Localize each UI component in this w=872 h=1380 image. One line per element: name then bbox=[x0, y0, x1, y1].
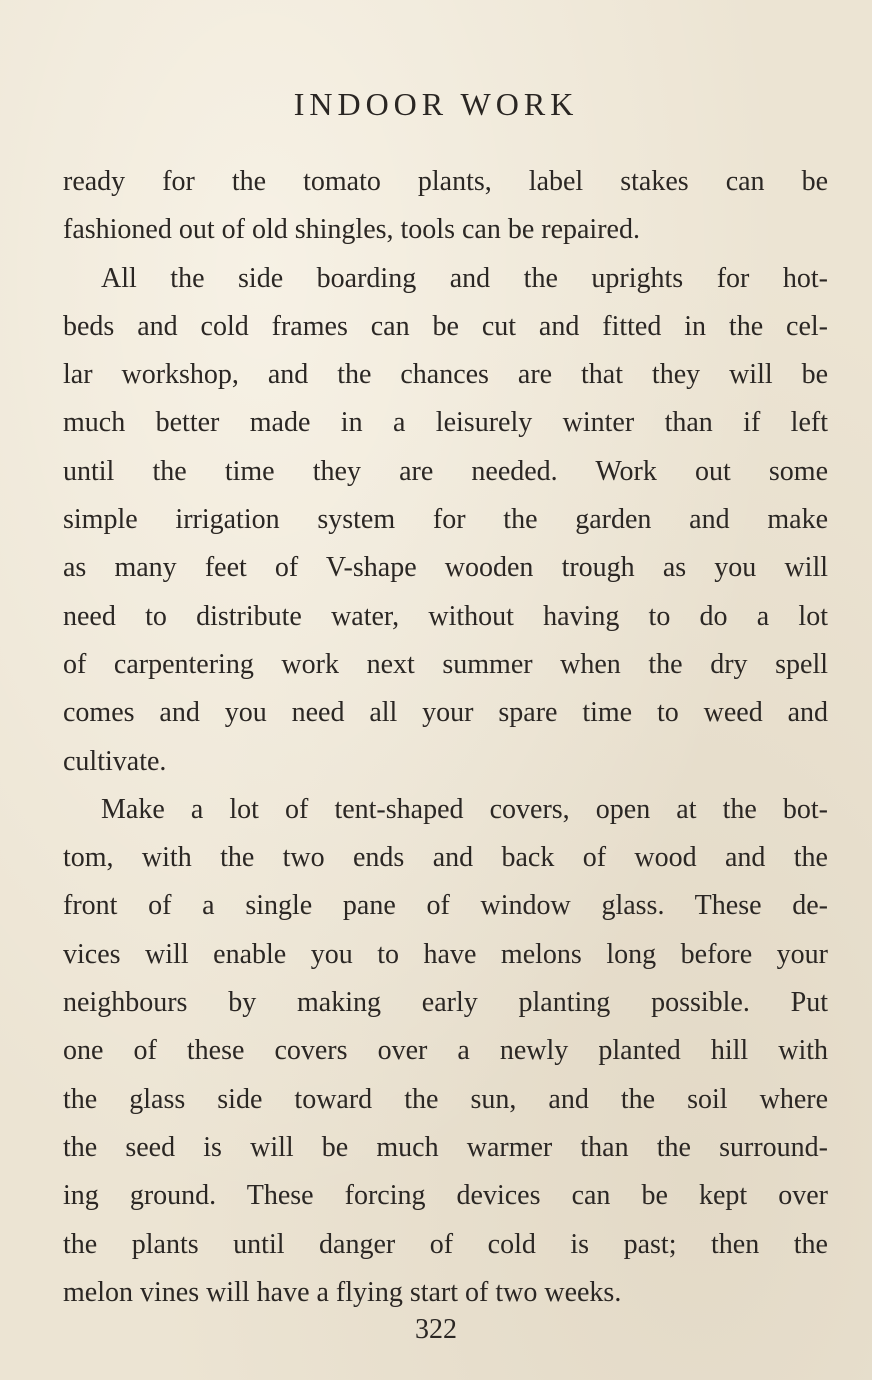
text-line: melon vines will have a flying start of two weeks. bbox=[63, 1276, 622, 1308]
text-line: need to distribute water, without having to do a lot bbox=[63, 600, 828, 632]
text-line: tom, with the two ends and back of wood and the bbox=[63, 842, 828, 874]
text-line: as many feet of V-shape wooden trough as you will bbox=[63, 552, 828, 584]
page-number: 322 bbox=[415, 1314, 457, 1345]
text-line: one of these covers over a newly planted hill with bbox=[63, 1035, 828, 1067]
text-line: lar workshop, and the chances are that they will be bbox=[63, 359, 828, 391]
text-line: until the time they are needed. Work out some bbox=[63, 455, 828, 487]
text-line: comes and you need all your spare time to weed and bbox=[63, 697, 828, 729]
body-text bbox=[63, 158, 828, 1317]
text-line: cultivate. bbox=[63, 745, 167, 777]
text-line: much better made in a leisurely winter than if left bbox=[63, 407, 828, 439]
text-line: All the side boarding and the uprights for hot- bbox=[101, 262, 828, 294]
text-line: neighbours by making early planting possible. Put bbox=[63, 987, 828, 1019]
text-line: ready for the tomato plants, label stakes can be bbox=[63, 166, 828, 197]
text-line: Make a lot of tent-shaped covers, open at the bot- bbox=[101, 793, 828, 825]
text-line: the seed is will be much warmer than the surround- bbox=[63, 1131, 828, 1163]
text-line: front of a single pane of window glass. These de- bbox=[63, 890, 828, 922]
text-line: vices will enable you to have melons long before your bbox=[63, 938, 828, 970]
text-line: simple irrigation system for the garden and make bbox=[63, 504, 828, 536]
text-line: fashioned out of old shingles, tools can be repaired. bbox=[63, 214, 640, 246]
text-line: the glass side toward the sun, and the soil where bbox=[63, 1083, 828, 1115]
text-line: ing ground. These forcing devices can be kept over bbox=[63, 1180, 828, 1212]
text-line: the plants until danger of cold is past; then the bbox=[63, 1228, 828, 1260]
text-line: of carpentering work next summer when the dry spell bbox=[63, 648, 828, 680]
text-line: beds and cold frames can be cut and fitted in the cel- bbox=[63, 310, 828, 342]
running-head: INDOOR WORK bbox=[293, 86, 579, 122]
